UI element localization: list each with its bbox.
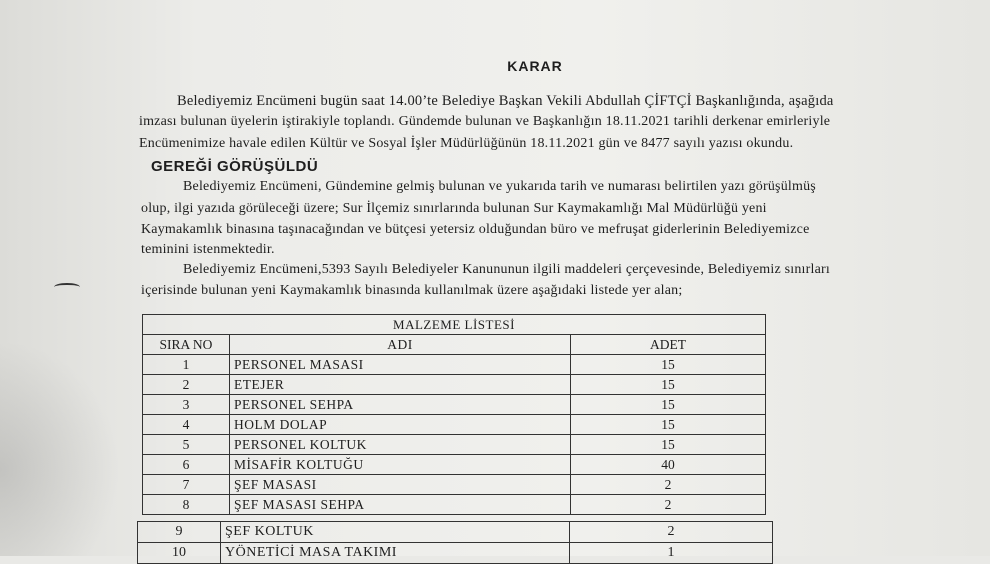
row-no: 8: [143, 495, 230, 515]
material-list-continuation: [137, 521, 773, 564]
table-row: [143, 435, 766, 455]
row-no: 6: [143, 455, 230, 475]
material-list-table: [142, 314, 766, 515]
table-row: [143, 455, 766, 475]
row-no: 9: [138, 522, 221, 543]
table-row: [143, 355, 766, 375]
header-adet: ADET: [571, 335, 766, 355]
body-line: olup, ilgi yazıda görüleceği üzere; Sur İlçemiz sınırlarında bulunan Sur Kaymakamlığı Mal Müdürlüğü yeni: [141, 201, 767, 216]
row-qty: 1: [570, 543, 773, 564]
table-row: [143, 495, 766, 515]
row-qty: 15: [571, 355, 766, 375]
row-name: ŞEF KOLTUK: [221, 522, 570, 543]
row-name: PERSONEL MASASI: [230, 355, 571, 375]
row-no: 10: [138, 543, 221, 564]
row-qty: 40: [571, 455, 766, 475]
paragraph-line: imzası bulunan üyelerin iştirakiyle toplandı. Gündemde bulunan ve Başkanlığın 18.11.2021 tarihli derkenar emirleriyle: [139, 114, 831, 129]
row-no: 1: [143, 355, 230, 375]
table-row: [143, 415, 766, 435]
row-qty: 15: [571, 395, 766, 415]
row-no: 5: [143, 435, 230, 455]
row-name: ŞEF MASASI SEHPA: [230, 495, 571, 515]
body-line: Belediyemiz Encümeni, Gündemine gelmiş bulunan ve yukarıda tarih ve numarası belirtilen yazı görüşülmüş: [183, 179, 816, 194]
row-name: HOLM DOLAP: [230, 415, 571, 435]
paragraph-line: Encümenimize havale edilen Kültür ve Sosyal İşler Müdürlüğünün 18.11.2021 gün ve 8477 sayılı yazısı okundu.: [139, 136, 794, 151]
row-name: YÖNETİCİ MASA TAKIMI: [221, 543, 570, 564]
row-qty: 2: [571, 495, 766, 515]
row-qty: 2: [571, 475, 766, 495]
row-name: PERSONEL SEHPA: [230, 395, 571, 415]
table-row: [143, 375, 766, 395]
body-line: teminini istenmektedir.: [141, 242, 275, 257]
paragraph-line: Belediyemiz Encümeni bugün saat 14.00’te Belediye Başkan Vekili Abdullah ÇİFTÇİ Başkanlığında, aşağıda: [177, 93, 834, 109]
scan-shadow: [0, 340, 120, 556]
pen-mark: [54, 283, 80, 291]
row-name: ETEJER: [230, 375, 571, 395]
header-adi: ADI: [230, 335, 571, 355]
document-title: KARAR: [507, 58, 563, 74]
row-name: PERSONEL KOLTUK: [230, 435, 571, 455]
table-row: [143, 395, 766, 415]
row-no: 7: [143, 475, 230, 495]
body-line: Kaymakamlık binasına taşınacağından ve bütçesi yetersiz olduğundan büro ve mefruşat giderlerinin Belediyemizce: [141, 222, 810, 237]
body-line: Belediyemiz Encümeni,5393 Sayılı Belediyeler Kanununun ilgili maddeleri çerçevesinde, Belediyemiz sınırları: [183, 262, 830, 277]
table-caption: MALZEME LİSTESİ: [143, 315, 766, 335]
table-row: [143, 475, 766, 495]
row-no: 3: [143, 395, 230, 415]
table-row: [138, 522, 773, 543]
row-qty: 15: [571, 375, 766, 395]
body-line: içerisinde bulunan yeni Kaymakamlık binasında kullanılmak üzere aşağıdaki listede yer alan;: [141, 283, 683, 298]
header-sira-no: SIRA NO: [143, 335, 230, 355]
section-heading: GEREĞİ GÖRÜŞÜLDÜ: [151, 158, 319, 175]
row-no: 4: [143, 415, 230, 435]
row-name: MİSAFİR KOLTUĞU: [230, 455, 571, 475]
row-no: 2: [143, 375, 230, 395]
row-qty: 15: [571, 435, 766, 455]
row-qty: 15: [571, 415, 766, 435]
row-qty: 2: [570, 522, 773, 543]
row-name: ŞEF MASASI: [230, 475, 571, 495]
table-row: [138, 543, 773, 564]
